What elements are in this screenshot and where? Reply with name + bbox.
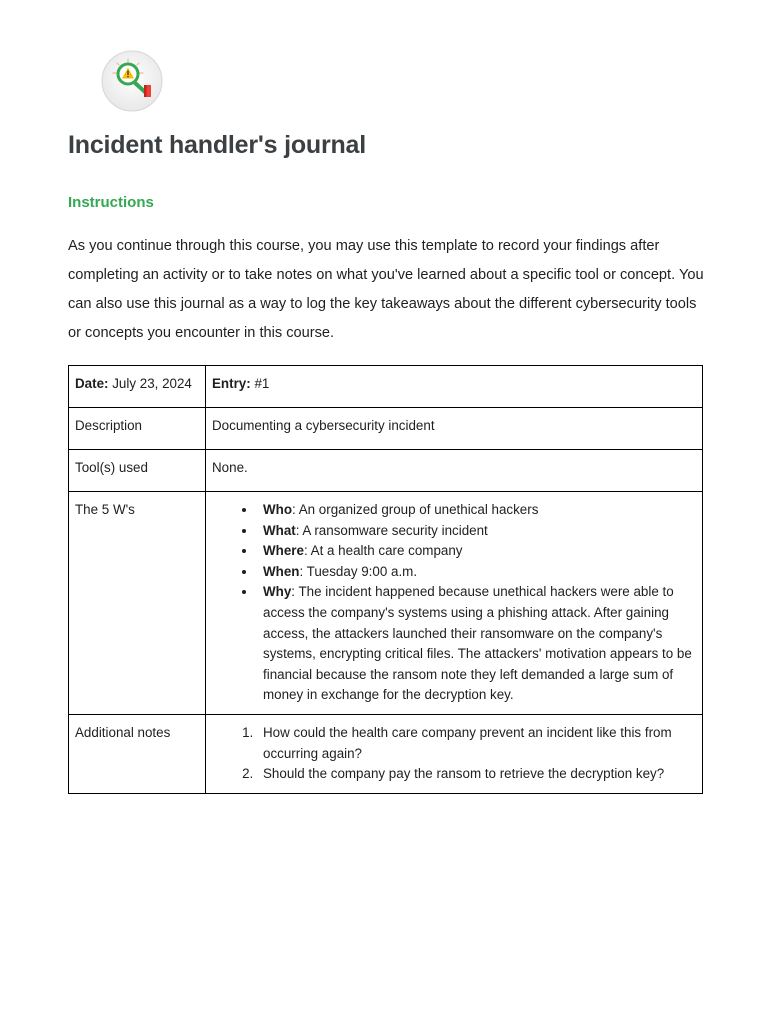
journal-row-notes	[69, 714, 703, 793]
journal-row-five-ws	[69, 492, 703, 715]
list-item: 1. How could the health care company prevent an incident like this from occurring again?	[257, 723, 696, 764]
entry-value: #1	[254, 376, 270, 391]
w-term: What	[263, 522, 296, 538]
w-text: : The incident happened because unethical hackers were able to access the company's systems using a phishing attack. After gaining access, the attackers launched their ransomware on the company's systems, encrypting critical files. The attackers' motivation appears to be financial because the ransom note they left demanded a large sum of money in exchange for the decryption key.	[263, 584, 692, 703]
w-term: When	[263, 563, 300, 579]
entry-cell	[206, 366, 703, 408]
description-label: Description	[69, 408, 206, 450]
tools-value: None.	[206, 450, 703, 492]
list-item	[257, 582, 696, 706]
journal-row-date	[69, 366, 703, 408]
entry-label: Entry:	[212, 376, 251, 391]
w-term: Who	[263, 502, 292, 517]
w-text: : At a health care company	[303, 543, 463, 559]
notes-list	[212, 723, 696, 785]
date-label: Date:	[75, 376, 109, 391]
date-cell	[69, 366, 206, 408]
w-text: : An organized group of unethical hackers	[292, 502, 539, 517]
tools-label: Tool(s) used	[69, 450, 206, 492]
w-term: Why	[263, 584, 292, 600]
five-ws-list	[212, 500, 696, 706]
description-value: Documenting a cybersecurity incident	[206, 408, 703, 450]
date-value: July 23, 2024	[112, 376, 192, 391]
journal-row-tools	[69, 450, 703, 492]
journal-row-description	[69, 408, 703, 450]
notes-label: Additional notes	[69, 714, 206, 793]
w-text: : A ransomware security incident	[295, 522, 488, 538]
journal-table	[68, 365, 703, 794]
five-ws-label: The 5 W's	[69, 492, 206, 715]
page-title: Incident handler's journal	[68, 131, 367, 159]
magnifier-warning-icon	[101, 50, 163, 112]
five-ws-cell	[206, 492, 703, 715]
instructions-body: As you continue through this course, you may use this template to record your findings after completing an activity or to take notes on what you've learned about a specific tool or concept. You can also use this journal as a way to log the key takeaways about the different cybersecurity tools or concepts you encounter in this course.	[68, 238, 704, 341]
list-item	[257, 562, 696, 583]
w-text: : Tuesday 9:00 a.m.	[299, 563, 418, 579]
w-term: Where	[263, 543, 304, 559]
instructions-heading: Instructions	[68, 194, 154, 211]
notes-cell	[206, 714, 703, 793]
list-item: 2. Should the company pay the ransom to retrieve the decryption key?	[257, 764, 696, 785]
list-item	[257, 500, 696, 521]
list-item	[257, 541, 696, 562]
list-item	[257, 521, 696, 542]
